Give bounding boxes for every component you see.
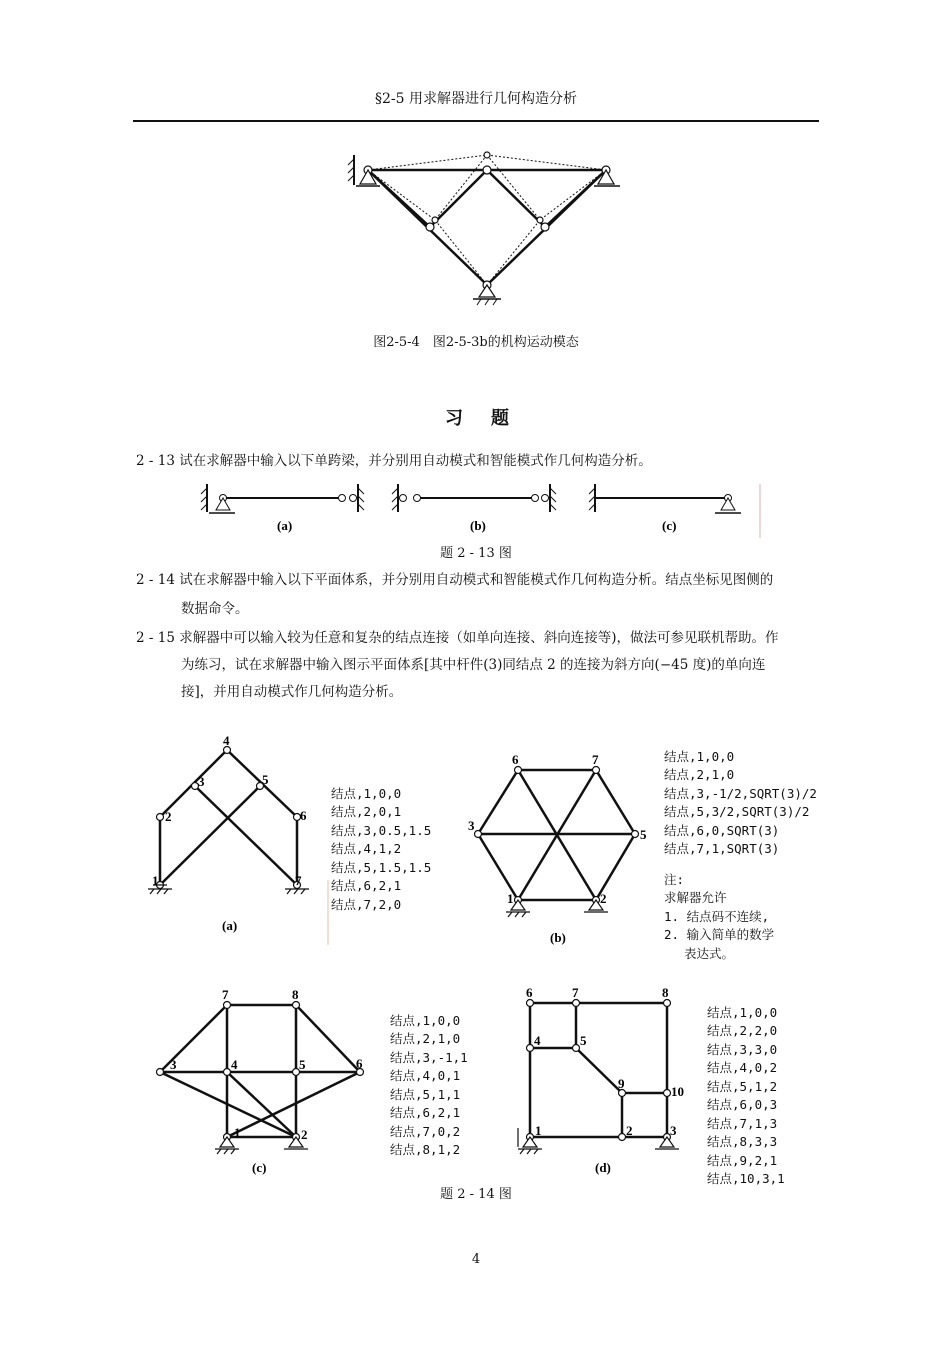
problem-2-14-line2: 数据命令。	[181, 601, 249, 617]
fig-b-node-3: 3	[468, 818, 475, 833]
fig-b-note-title: 注:	[664, 871, 685, 887]
fig-d-cmd: 结点,7,1,3	[707, 1115, 778, 1131]
fig-d-cmd: 结点,4,0,2	[707, 1060, 778, 1075]
fig-d-cmd: 结点,6,0,3	[707, 1097, 778, 1112]
figure-c-diagram	[150, 985, 375, 1180]
fig-b-label: (b)	[550, 930, 566, 945]
fig-d-node-6: 6	[526, 985, 533, 1000]
fig-c-label: (c)	[252, 1160, 267, 1175]
problem-2-15-line2: 为练习，试在求解器中输入图示平面体系[其中杆件(3)同结点 2 的连接为斜方向(−45 度)的单向连	[181, 657, 766, 673]
fig-b-cmd: 结点,7,1,SQRT(3)	[664, 841, 780, 856]
page-number: 4	[471, 1252, 481, 1267]
fig-a-cmd: 结点,6,2,1	[331, 878, 402, 893]
fig-b-cmd: 结点,6,0,SQRT(3)	[664, 822, 780, 838]
figure-d-diagram	[510, 985, 700, 1185]
running-header: §2-5 用求解器进行几何构造分析	[375, 91, 577, 107]
fig-d-cmd: 结点,9,2,1	[707, 1152, 778, 1168]
fig-b-cmd: 结点,5,3/2,SQRT(3)/2	[664, 804, 810, 819]
fig-c-cmd: 结点,6,2,1	[390, 1105, 461, 1120]
fig-a-cmd: 结点,7,2,0	[331, 896, 402, 912]
figure-2-14-caption: 题 2 - 14 图	[440, 1187, 512, 1202]
fig-d-node-5: 5	[580, 1033, 587, 1048]
fig-d-commands	[707, 985, 785, 1207]
fig-a-node-3: 3	[198, 774, 205, 789]
fig-c-cmd: 结点,5,1,1	[390, 1086, 461, 1102]
problem-2-15-line3: 接]，并用自动模式作几何构造分析。	[181, 684, 403, 700]
fig-d-cmd: 结点,10,3,1	[707, 1171, 785, 1186]
beam-a-label: (a)	[277, 518, 293, 533]
fig-b-node-1: 1	[507, 891, 514, 906]
fig-d-cmd: 结点,5,1,2	[707, 1078, 778, 1094]
fig-a-node-4: 4	[223, 733, 230, 748]
problem-2-13-beams	[195, 480, 765, 542]
figure-2-5-4-caption: 图2-5-4 图2-5-3b的机构运动模态	[373, 335, 579, 350]
fig-a-commands	[331, 766, 431, 933]
fig-d-cmd: 结点,8,3,3	[707, 1134, 778, 1149]
fig-d-node-8: 8	[662, 985, 669, 1000]
fig-d-node-2: 2	[626, 1123, 633, 1138]
fig-a-node-7: 7	[295, 873, 302, 888]
fig-b-note-line: 求解器允许	[664, 890, 727, 905]
fig-c-node-7: 7	[222, 987, 229, 1002]
fig-c-cmd: 结点,1,0,0	[390, 1012, 461, 1028]
fig-d-cmd: 结点,3,3,0	[707, 1041, 778, 1057]
fig-b-node-6: 6	[512, 752, 519, 767]
fig-c-node-8: 8	[292, 987, 299, 1002]
fig-b-note-line: 1. 结点码不连续,	[664, 908, 770, 924]
fig-d-node-1: 1	[535, 1123, 542, 1138]
fig-a-cmd: 结点,2,0,1	[331, 804, 402, 819]
fig-d-node-10: 10	[671, 1084, 684, 1099]
fig-c-node-6: 6	[356, 1056, 363, 1071]
problem-2-13-text: 2 - 13 试在求解器中输入以下单跨梁，并分别用自动模式和智能模式作几何构造分析。	[136, 453, 652, 469]
fig-c-node-3: 3	[170, 1057, 177, 1072]
fig-a-cmd: 结点,4,1,2	[331, 841, 402, 856]
fig-d-node-3: 3	[670, 1123, 677, 1138]
figure-b-diagram	[462, 750, 652, 950]
fig-a-node-2: 2	[165, 809, 172, 824]
fig-c-node-2: 2	[301, 1127, 308, 1142]
figure-2-5-4-diagram	[340, 145, 630, 310]
fig-b-note-line: 表达式。	[664, 945, 735, 961]
fig-c-cmd: 结点,4,0,1	[390, 1068, 461, 1083]
fig-a-label: (a)	[222, 918, 238, 933]
fig-b-note	[664, 852, 774, 982]
section-title: 习题	[445, 408, 537, 429]
fig-a-node-5: 5	[262, 772, 269, 787]
fig-a-cmd: 结点,3,0.5,1.5	[331, 822, 432, 838]
beam-c-label: (c)	[662, 518, 677, 533]
header-rule	[133, 120, 819, 122]
fig-b-cmd: 结点,3,-1/2,SQRT(3)/2	[664, 785, 817, 801]
fig-b-cmd: 结点,2,1,0	[664, 767, 735, 782]
fig-c-cmd: 结点,3,-1,1	[390, 1049, 468, 1065]
fig-d-cmd: 结点,1,0,0	[707, 1004, 778, 1020]
fig-d-label: (d)	[595, 1160, 611, 1175]
fig-b-cmd: 结点,1,0,0	[664, 748, 735, 764]
fig-b-node-2: 2	[600, 891, 607, 906]
fig-d-node-4: 4	[534, 1033, 541, 1048]
fig-c-cmd: 结点,7,0,2	[390, 1123, 461, 1139]
fig-c-cmd: 结点,8,1,2	[390, 1142, 461, 1157]
fig-b-node-5: 5	[640, 827, 647, 842]
fig-c-node-1: 1	[234, 1125, 241, 1140]
fig-c-node-4: 4	[231, 1057, 238, 1072]
fig-c-cmd: 结点,2,1,0	[390, 1031, 461, 1046]
fig-a-cmd: 结点,1,0,0	[331, 785, 402, 801]
problem-2-14-line1: 2 - 14 试在求解器中输入以下平面体系，并分别用自动模式和智能模式作几何构造分析。结点坐标见图侧的	[136, 572, 774, 588]
fig-c-commands	[390, 993, 468, 1178]
figure-a-diagram	[140, 730, 330, 945]
fig-a-cmd: 结点,5,1.5,1.5	[331, 859, 432, 875]
fig-a-node-1: 1	[152, 873, 159, 888]
fig-b-node-7: 7	[592, 752, 599, 767]
fig-d-node-7: 7	[572, 985, 579, 1000]
beam-b-label: (b)	[470, 518, 486, 533]
fig-a-node-6: 6	[300, 808, 307, 823]
fig-c-node-5: 5	[299, 1057, 306, 1072]
problem-2-15-line1: 2 - 15 求解器中可以输入较为任意和复杂的结点连接（如单向连接、斜向连接等)，做法可参见联机帮助。作	[136, 630, 779, 646]
problem-2-13-caption: 题 2 - 13 图	[440, 546, 512, 561]
fig-d-node-9: 9	[618, 1076, 625, 1091]
fig-d-cmd: 结点,2,2,0	[707, 1023, 778, 1038]
fig-b-note-line: 2. 输入简单的数学	[664, 927, 775, 942]
